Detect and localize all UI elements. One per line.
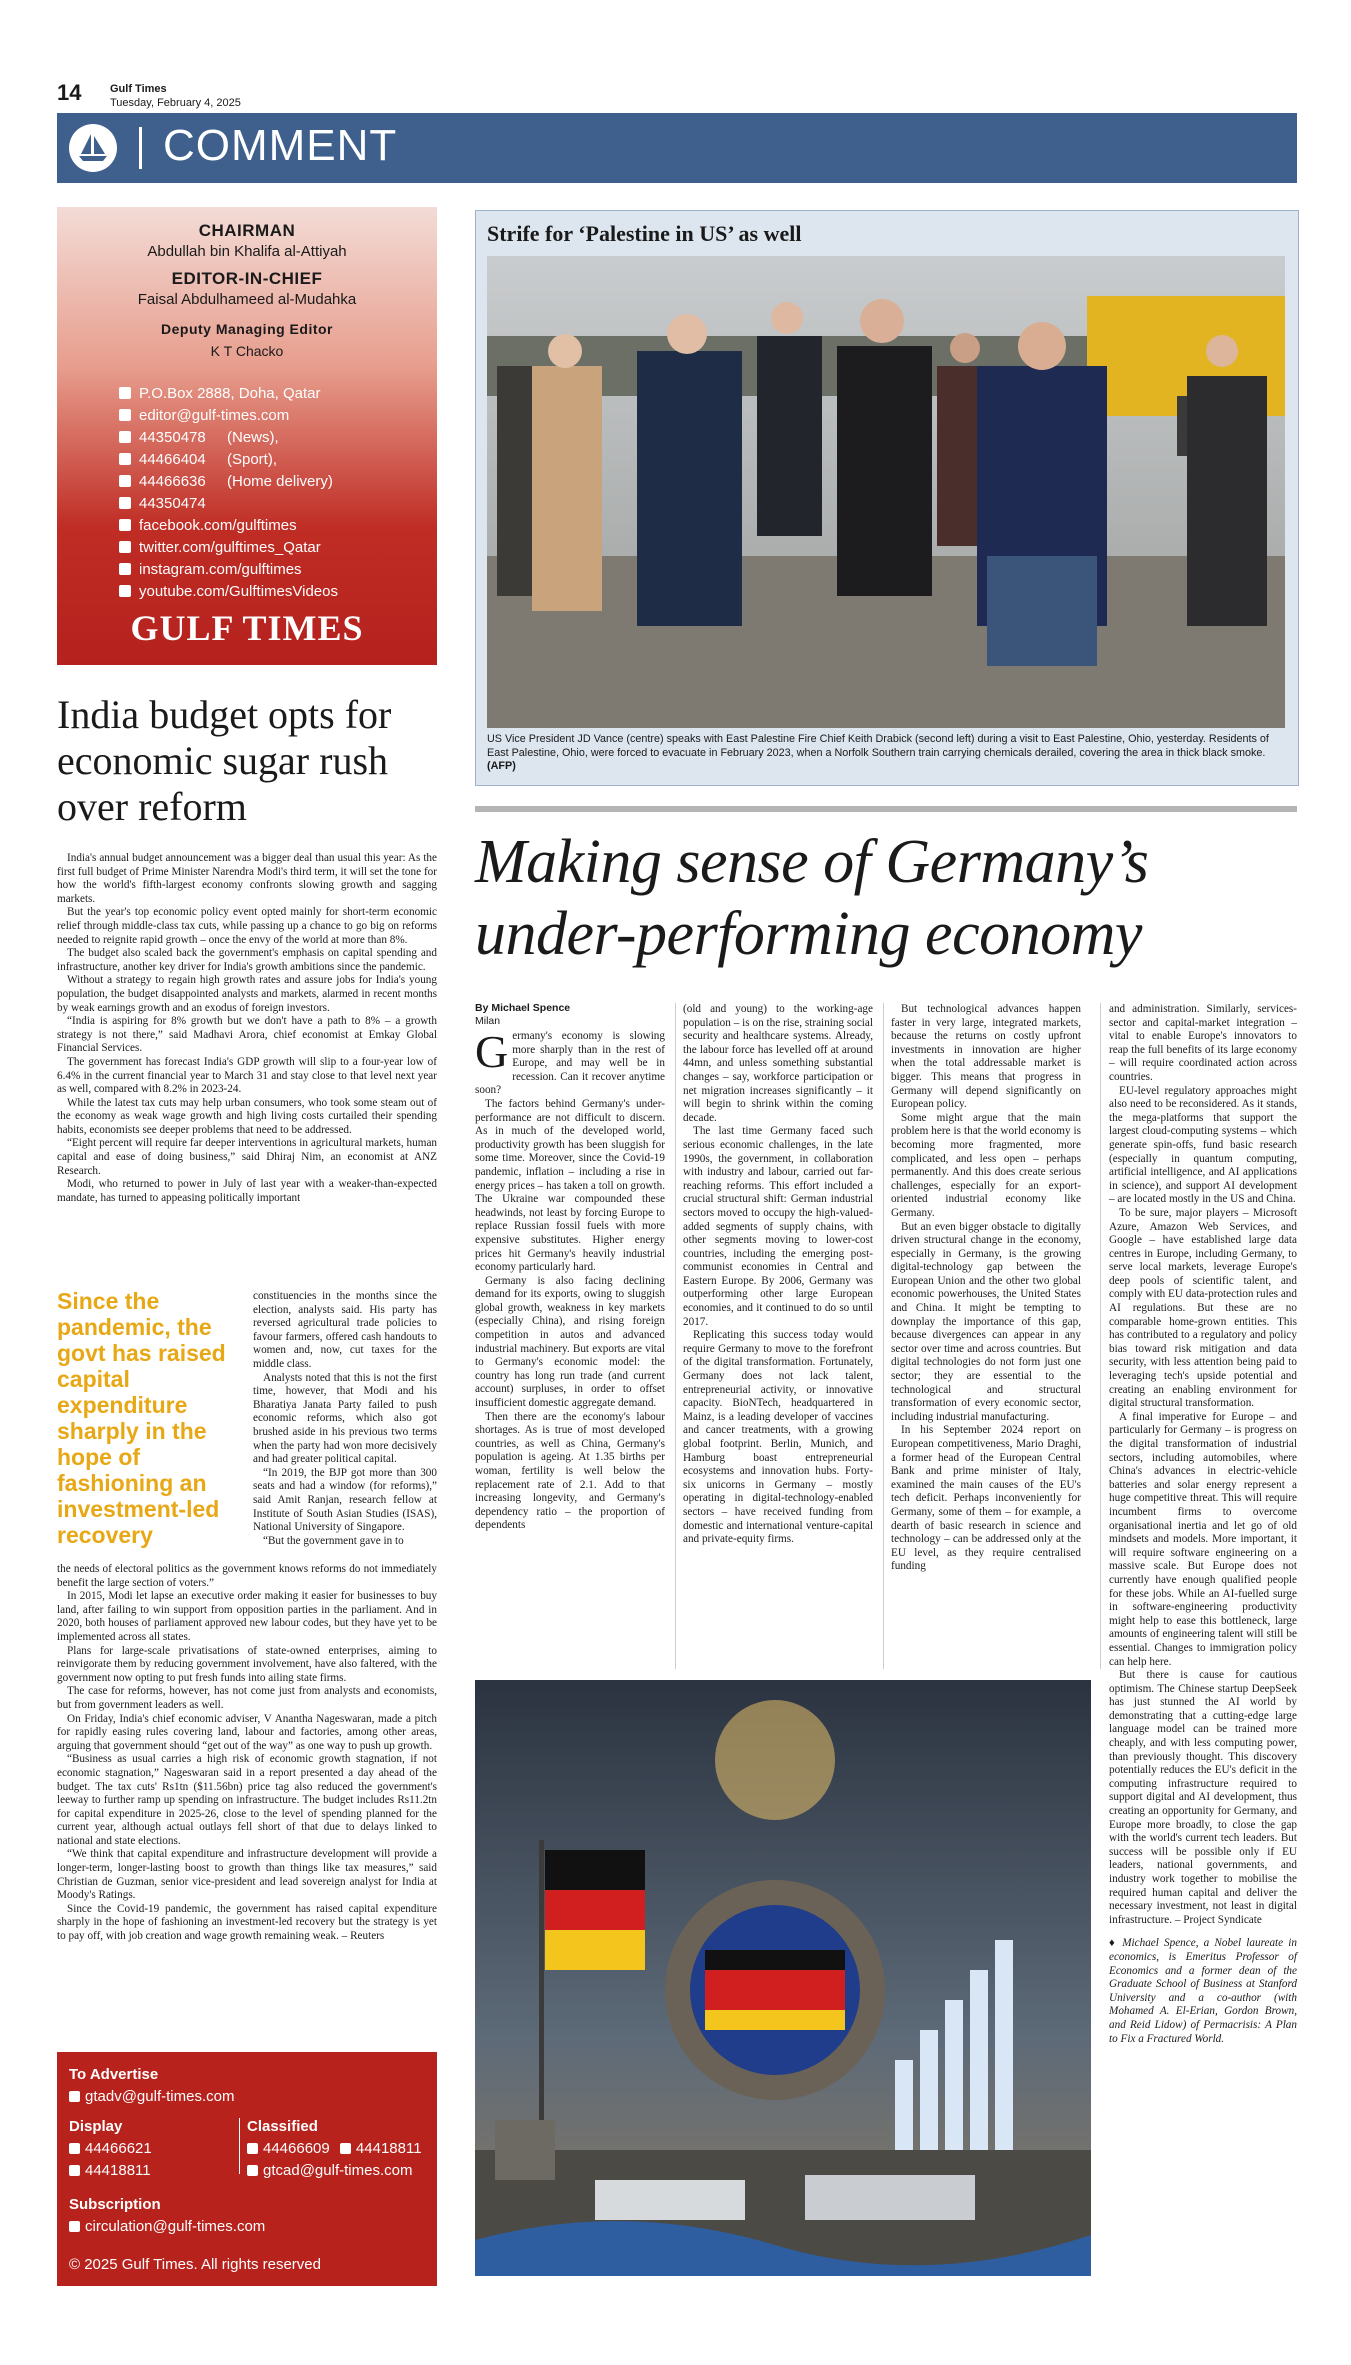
paragraph: Modi, who returned to power in July of last year with a weaker-than-expected mandate, has turned to appeasing politically important (57, 1178, 437, 1204)
x-icon (119, 541, 131, 553)
paragraph: “We think that capital expenditure and infrastructure development will provide a longer-term, longer-lasting boost to growth than things like tax measures,” said Christian de Guzman, senior vice-president and lead sovereign analyst for India at Moody's Ratings. (57, 1848, 437, 1902)
author: By Michael Spence (475, 1002, 571, 1014)
mailbox-icon (119, 387, 131, 399)
chairman-title: CHAIRMAN (198, 221, 296, 240)
pull-quote: Since the pandemic, the govt has raised capital expenditure sharply in the hope of fashioning an investment-led recovery (57, 1288, 226, 1548)
india-body-part-a (57, 852, 437, 1205)
section-title: COMMENT (163, 121, 398, 170)
paragraph: In his September 2024 report on European competitiveness, Mario Draghi, a former head of the European Central Bank and prime minister of Italy, examined the main causes of the EU's tech deficit. Perhaps inconveniently for Germany, some of them – for example, a dearth of basic research in science and technology – can be addressed only at the EU level, as they require centralised funding (891, 1424, 1081, 1573)
author-bio: ♦ Michael Spence, a Nobel laureate in economics, is Emeritus Professor of Economics and a former dean of the Graduate School of Business at Stanford University and a co-author (with Mohamed A. El-Erian, Gordon Brown, and Reid Lidow) of Permacrisis: A Plan to Fix a Fractured World. (1109, 1937, 1297, 2045)
instagram-icon (119, 563, 131, 575)
masthead (57, 207, 437, 665)
column-rule (883, 1003, 884, 1669)
paragraph: “In 2019, the BJP got more than 300 seats and had a window (for reforms),” said Amit Ranjan, research fellow at Institute of South Asian Studies (ISAS), National University of Singapore. (253, 1466, 437, 1534)
germany-column-4 (1109, 1003, 1297, 2046)
paragraph: Some might argue that the main problem here is that the world economy is becoming more fragmented, more complicated, and less open – perhaps permanently. And this does create serious challenges, especially for an export-oriented industrial economy like Germany. (891, 1111, 1081, 1219)
paragraph: The government has forecast India's GDP growth will slip to a four-year low of 6.4% in the current financial year to March 31 and stay close to that level next year as well, compared with 8.2% in 2023-24. (57, 1055, 437, 1096)
classified-phones: 44466609 44418811 (247, 2140, 422, 2157)
paragraph: Then there are the economy's labour shortages. As is true of most developed countries, as well as China, Germany's population is ageing. At 1.35 births per woman, fertility is well below the replacement rate of 2.1. Add to that increasing longevity, and Germany's dependency ratio – the proportion of dependents (475, 1410, 665, 1532)
paragraph: the needs of electoral politics as the government knows reforms do not immediately benefit the large section of voters.” (57, 1563, 437, 1589)
paragraph: Plans for large-scale privatisations of state-owned enterprises, aiming to reinvigorate them by reducing government involvement, have also faltered, with the government now opting to put fresh funds into ailing state firms. (57, 1644, 437, 1684)
fax-icon (69, 2165, 80, 2176)
paragraph: The factors behind Germany's under-performance are not difficult to discern. As in much of the developed world, productivity growth has been sluggish for some time. Moreover, since the Covid-19 pandemic, inflation – including a rise in energy prices – has taken a toll on growth. The Ukraine war compounded these headwinds, not least by forcing Europe to replace Russian fossil fuels with more expensive substitutes. Higher energy prices hit Germany's heavily industrial economy particularly hard. (475, 1097, 665, 1274)
advertise-divider (239, 2118, 240, 2174)
paragraph: and administration. Similarly, services-sector and capital-market integration – vital to enable Europe's innovators to reap the full benefits of its large economy – will require coordinated action across countries. (1109, 1003, 1297, 1083)
advertise-email[interactable]: gtadv@gulf-times.com (69, 2088, 234, 2105)
subscription-label: Subscription (69, 2196, 161, 2213)
phone-icon (247, 2143, 258, 2154)
india-headline: India budget opts for economic sugar rush over reform (57, 692, 392, 829)
display-label: Display (69, 2118, 123, 2135)
contact-facebook[interactable]: facebook.com/gulftimes (119, 515, 338, 537)
india-body-part-b (253, 1290, 437, 1548)
india-body-part-c (57, 1563, 437, 1944)
photo-caption: US Vice President JD Vance (centre) speaks with East Palestine Fire Chief Keith Drabick (second left) during a visit to East Palestine, Ohio, yesterday. Residents of East Palestine, Ohio, were forced to evacuate in February 2023, when a Norfolk Southern train carrying chemicals derailed, covering the area in thick black smoke. (AFP) (487, 733, 1269, 772)
email-icon (69, 2091, 80, 2102)
publication-info (110, 82, 241, 110)
deputy-title: Deputy Managing Editor (161, 321, 333, 337)
fax-icon (119, 497, 131, 509)
paragraph: But there is cause for cautious optimism. The Chinese startup DeepSeek has just stunned the AI world by demonstrating that a cutting-edge large language model can be trained more cheaply, and with less computing power, than previously thought. This discovery potentially reduces the EU's deficit in the computing infrastructure required to support digital and AI development, thus creating an opportunity for Germany, and Europe more broadly, to close the gap with the world's current tech leaders. But success will be possible only if EU leaders, national governments, and industry work together to mobilise the required human capital and deliver the necessary investment, not least in digital infrastructure. – Project Syndicate (1109, 1669, 1297, 1926)
gulf-times-logo: GULF TIMES (130, 608, 364, 648)
gear-icon (665, 1880, 885, 2100)
display-phone-1: 44466621 (69, 2140, 152, 2157)
contact-list (119, 383, 338, 603)
drop-cap: G (475, 1026, 509, 1077)
paragraph: Analysts noted that this is not the first time, however, that Modi and his Bharatiya Janata Party failed to push economic reforms, which also got brushed aside in his previous two terms when the party had won more decisively and had greater political capital. (253, 1371, 437, 1466)
paragraph: Replicating this success today would require Germany to move to the forefront of the digital transformation. Fortunately, Germany does not lack talent, entrepreneurial activity, or innovative capacity. BioNTech, headquartered in Mainz, is a leading developer of vaccines and cancer treatments, with a growing global footprint. Berlin, Munich, and Hamburg boast entrepreneurial ecosystems and innovation hubs. Forty-six unicorns in Germany – mostly operating in digital-technology-enabled sectors – have received funding from domestic and international venture-capital and private-equity firms. (683, 1329, 873, 1546)
contact-fax: 44350474 (119, 493, 338, 515)
editor-title: EDITOR-IN-CHIEF (171, 269, 323, 288)
paragraph: Germany's economy is slowing more sharply than in the rest of Europe, and may well be in recession. Can it recover anytime soon? (475, 1026, 665, 1097)
paragraph: constituencies in the months since the election, analysts said. His party has reversed agricultural trade policies to favour farmers, offered cash handouts to women and, now, cut taxes for the middle class. (253, 1290, 437, 1370)
paragraph: “But the government gave in to (263, 1534, 404, 1547)
publication-date: Tuesday, February 4, 2025 (110, 97, 241, 109)
email-icon (247, 2165, 258, 2176)
paragraph: But technological advances happen faster in very large, integrated markets, because the returns on costly upfront investments in innovation are higher when the total addressable market is bigger. This means that progress in Germany will depend significantly on European policy. (891, 1003, 1081, 1111)
section-banner (57, 113, 1297, 183)
germany-column-1 (475, 1026, 665, 1533)
advertise-title: To Advertise (69, 2066, 159, 2083)
classified-label: Classified (247, 2118, 318, 2135)
fax-icon (340, 2143, 351, 2154)
paragraph: (old and young) to the working-age population – is on the rise, straining social security and healthcare systems. Already, the labour force has levelled off at around 44mn, and unless something substantial changes – say, workforce participation or net migration increases significantly – it will begin to shrink within the coming decade. (683, 1003, 873, 1124)
phone-icon (119, 453, 131, 465)
paragraph: The budget also scaled back the government's emphasis on capital spending and infrastructure, another key driver for India's growth ambitions since the pandemic. (57, 947, 437, 973)
germany-headline: Making sense of Germany’s under-performing economy (475, 828, 1149, 968)
display-phone-2: 44418811 (69, 2162, 151, 2179)
advertise-box (57, 2052, 437, 2286)
paragraph: “India is aspiring for 8% growth but we don't have a path to 8% – a growth strategy is not there,” said Madhavi Arora, chief economist at Emkay Global Financial Services. (57, 1015, 437, 1055)
paragraph: Without a strategy to regain high growth rates and assure jobs for India's young population, the budget disappointed analysts and markets, alarmed in recent months by weak earnings growth and an exodus of foreign investors. (57, 974, 437, 1014)
phone-icon (119, 475, 131, 487)
paragraph: To be sure, major players – Microsoft Azure, Amazon Web Services, and Google – have established large data centres in Europe, including Germany, to serve local markets, leverage Europe's deep pools of scientific talent, and comply with EU data-protection rules and AI regulations. But these are no comparable home-grown entities. This has contributed to a regulatory and policy bias toward risk mitigation and data security, with less attention being paid to leveraging tech's upside potential and creating an enabling environment for digital structural transformation. (1109, 1206, 1297, 1410)
paragraph: In 2015, Modi let lapse an executive order making it easier for businesses to buy land, after failing to win support from opposition parties in the parliament. And in 2020, both houses of parliament approved new labour codes, but they have yet to be implemented across all states. (57, 1590, 437, 1643)
germany-economy-illustration (475, 1680, 1091, 2276)
news-photo (487, 256, 1285, 728)
banner-divider (139, 127, 142, 169)
contact-instagram[interactable]: instagram.com/gulftimes (119, 559, 338, 581)
editor-name: Faisal Abdulhameed al-Mudahka (137, 291, 357, 308)
paragraph: The last time Germany faced such serious economic challenges, in the late 1990s, the government, in collaboration with industry and labour, carried out far-reaching reforms. This effort included a crucial structural shift: German industrial sectors moved to occupy the high-valued-added segments of supply chains, with other segments moving to lower-cost countries, including the emerging post-communist economies in Central and Eastern Europe. By 2006, Germany was outperforming other large European economies, and it continued to do so until 2017. (683, 1125, 873, 1328)
germany-column-2 (683, 1003, 873, 1547)
paragraph: But the year's top economic policy event opted mainly for short-term economic relief through middle-class tax cuts, while passing up a chance to go big on reforms needed to reignite rapid growth – once the envy of the world at more than 8%. (57, 906, 437, 946)
subscription-email[interactable]: circulation@gulf-times.com (69, 2218, 265, 2235)
chairman-name: Abdullah bin Khalifa al-Attiyah (147, 243, 347, 260)
paragraph: But an even bigger obstacle to digitally driven structural change in the economy, especially in Germany, is the growing digital-technology gap between the European Union and the other two global economic powerhouses, the United States and China. It might be tempting to downplay the importance of this gap, because divergences can appear in any sector over time and across countries. But digital technologies do not form just one sector; they are essential to the technological and structural transformation of every economic sector, including industrial manufacturing. (891, 1220, 1081, 1423)
contact-youtube[interactable]: youtube.com/GulftimesVideos (119, 581, 338, 603)
publication-name: Gulf Times (110, 83, 167, 95)
copyright: © 2025 Gulf Times. All rights reserved (69, 2256, 321, 2273)
photo-story-title: Strife for ‘Palestine in US’ as well (487, 221, 802, 246)
paragraph: EU-level regulatory approaches might also need to be reconsidered. As it stands, the mega-platforms that support the largest cloud-computing systems – which generate spin-offs, fund basic research (especially in quantum computing, artificial intelligence, and AI applications in science), and support AI development – are located mostly in the US and China. (1109, 1084, 1297, 1206)
contact-twitter[interactable]: twitter.com/gulftimes_Qatar (119, 537, 338, 559)
contact-phone-delivery: 44466636 (Home delivery) (119, 471, 338, 493)
contact-email[interactable]: editor@gulf-times.com (119, 405, 338, 427)
paragraph: India's annual budget announcement was a bigger deal than usual this year: As the first full budget of Prime Minister Narendra Modi's third term, it will set the tone for how the world's fifth-largest economy confronts slowing growth and sagging markets. (57, 852, 437, 905)
column-rule (675, 1003, 676, 1669)
deputy-name: K T Chacko (210, 343, 284, 359)
phone-icon (69, 2143, 80, 2154)
email-icon (119, 409, 131, 421)
phone-icon (119, 431, 131, 443)
contact-phone-news: 44350478 (News), (119, 427, 338, 449)
paragraph: The case for reforms, however, has not come just from analysts and economists, but from government leaders as well. (57, 1685, 437, 1711)
paragraph: While the latest tax cuts may help urban consumers, who took some steam out of the economy as weak wage growth and high living costs curtailed their spending habits, economists see deeper problems that need to be addressed. (57, 1096, 437, 1136)
paragraph: Germany is also facing declining demand for its exports, owing to sluggish global growth, weakness in key markets (especially China), and rising foreign competition in autos and advanced industrial machinery. But exports are vital to Germany's economic model: the country has long run trade (and current account) surpluses, in order to offset insufficient domestic aggregate demand. (475, 1274, 665, 1410)
facebook-icon (119, 519, 131, 531)
ship-logo-icon (69, 124, 117, 172)
dateline: Milan (475, 1015, 501, 1027)
classified-email[interactable]: gtcad@gulf-times.com (247, 2162, 412, 2179)
paragraph: “Eight percent will require far deeper interventions in agricultural markets, human capital and ease of doing business,” said Dhiraj Nim, an economist at ANZ Research. (57, 1137, 437, 1177)
paragraph: Since the Covid-19 pandemic, the government has raised capital expenditure sharply in the hope of fashioning an investment-led recovery but the strategy is yet to pay off, with job creation and wage growth remaining weak. – Reuters (57, 1902, 437, 1943)
column-rule (1100, 1003, 1101, 1669)
paragraph: A final imperative for Europe – and particularly for Germany – is progress on the digital transformation of industrial sectors, including automobiles, where China's advances in electric-vehicle batteries and solar energy represent a huge competitive threat. This will require incumbent firms to overcome organisational inertia and let go of old mindsets and models. More important, it will require software engineering on a massive scale. But Europe does not currently have enough qualified people for these jobs. While an AI-fuelled surge in software-engineering productivity might help to ease this bottleneck, large amounts of engineering talent will still be essential. Changes to immigration policy can help here. (1109, 1410, 1297, 1668)
byline (475, 1002, 665, 1028)
germany-column-3 (891, 1003, 1081, 1574)
youtube-icon (119, 585, 131, 597)
paragraph: “Business as usual carries a high risk of economic growth stagnation, if not economic stagnation,” Nageswaran said in a report presented a day ahead of the budget. The tax cuts' Rs1tn ($11.56bn) price tag also reduced the government's leeway to further ramp up spending on infrastructure. The budget includes Rs11.2tn for capital expenditure in 2025-26, close to the level of spending planned for the current year, although actual outlays fell short of that due to delays linked to national and state elections. (57, 1753, 437, 1847)
email-icon (69, 2221, 80, 2232)
contact-address: P.O.Box 2888, Doha, Qatar (119, 383, 338, 405)
page-number: 14 (57, 80, 82, 105)
contact-phone-sport: 44466404 (Sport), (119, 449, 338, 471)
paragraph: On Friday, India's chief economic adviser, V Anantha Nageswaran, made a pitch for rapidly easing rules covering land, labour and factories, among other areas, arguing that government should “get out of the way” as one way to push up growth. (57, 1712, 437, 1752)
section-rule (475, 806, 1297, 812)
